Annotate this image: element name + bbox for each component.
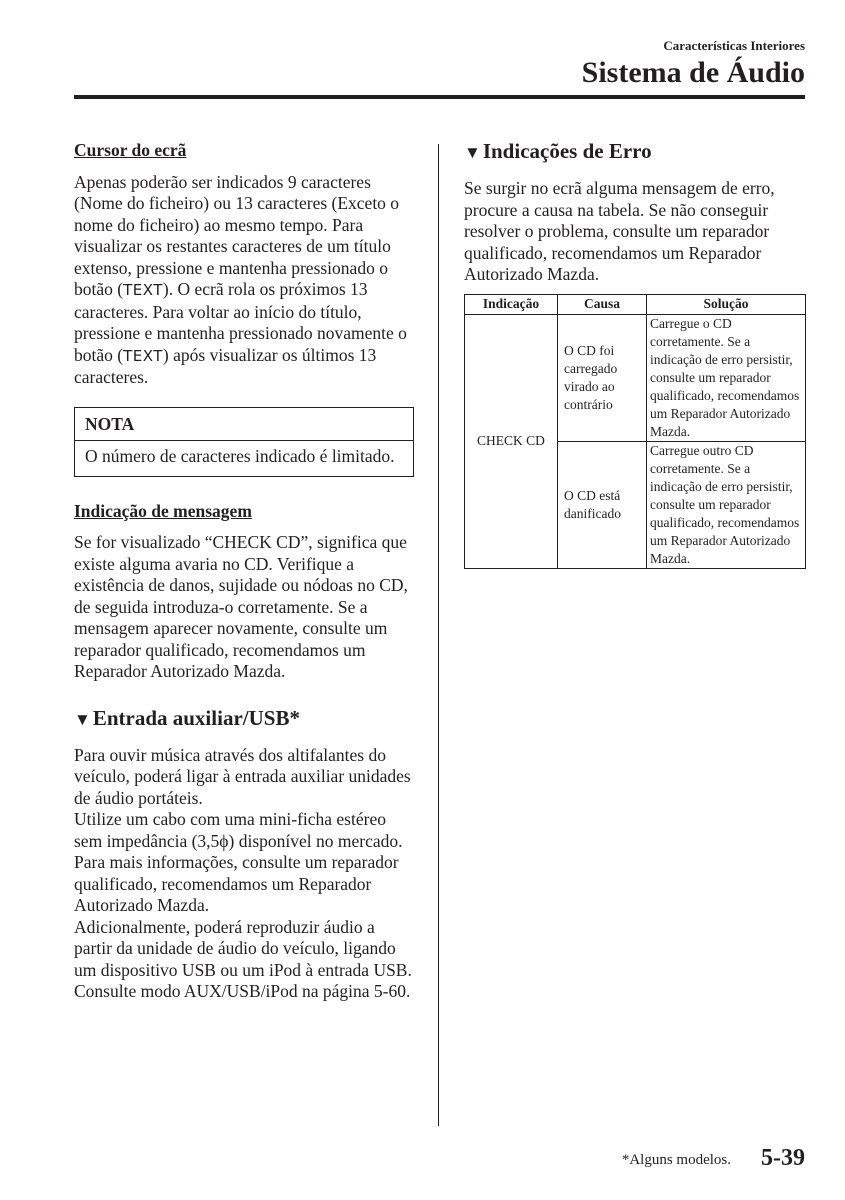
aux-paragraph-2: Utilize um cabo com uma mini-ficha estéreo sem impedância (3,5ϕ) disponível no mercado. bbox=[74, 809, 403, 851]
table-header-row bbox=[465, 294, 806, 314]
column-header-indication: Indicação bbox=[465, 294, 558, 314]
header-section-label: Características Interiores bbox=[663, 38, 805, 53]
triangle-down-icon: ▼ bbox=[74, 709, 91, 729]
cursor-heading: Cursor do ecrã bbox=[74, 140, 187, 160]
note-box bbox=[74, 407, 414, 477]
column-divider bbox=[438, 144, 439, 1126]
footer-note: *Alguns modelos. bbox=[621, 1152, 731, 1168]
text-button-label: TEXT bbox=[123, 281, 163, 299]
cause-cell: O CD está danificado bbox=[558, 441, 647, 568]
note-text: O número de caracteres indicado é limitado. bbox=[85, 446, 395, 466]
cause-cell: O CD foi carregado virado ao contrário bbox=[558, 314, 647, 441]
triangle-down-icon: ▼ bbox=[464, 143, 481, 162]
aux-heading-text: Entrada auxiliar/USB* bbox=[92, 705, 300, 730]
aux-paragraph-3: Para mais informações, consulte um reparador qualificado, recomendamos um Reparador Autorizado Mazda. bbox=[74, 852, 399, 915]
page-title: Sistema de Áudio bbox=[581, 56, 805, 89]
cursor-text-a: Apenas poderão ser indicados 9 caracteres (Nome do ficheiro) ou 13 caracteres (Exceto o nome do ficheiro) ao mesmo tempo. Para visualizar os restantes caracteres de um título extenso, pressione e mantenha pressionado o botão ( bbox=[74, 171, 400, 299]
column-header-solution: Solução bbox=[647, 294, 806, 314]
solution-cell: Carregue outro CD corretamente. Se a indicação de erro persistir, consulte um reparador qualificado, recomendamos um Reparador Autorizado Mazda. bbox=[647, 441, 806, 568]
aux-paragraph-5: Consulte modo AUX/USB/iPod na página 5-60. bbox=[74, 981, 411, 1001]
left-column bbox=[74, 140, 414, 1003]
cursor-paragraph bbox=[74, 172, 414, 389]
indication-cell: CHECK CD bbox=[465, 314, 558, 568]
header-rule bbox=[74, 95, 805, 99]
page-number: 5-39 bbox=[761, 1145, 805, 1171]
cursor-text-b: ). O ecrã rola os próximos 13 caracteres. Para voltar ao início do título, pressione e mantenha pressionado novamente o botão ( bbox=[74, 279, 407, 365]
right-column bbox=[464, 138, 806, 569]
aux-paragraph-4: Adicionalmente, poderá reproduzir áudio a partir da unidade de áudio do veículo, ligando um dispositivo USB ou um iPod à entrada USB. bbox=[74, 916, 412, 980]
error-heading bbox=[464, 138, 806, 166]
text-button-label: TEXT bbox=[123, 346, 163, 365]
error-table bbox=[464, 294, 806, 569]
column-header-cause: Causa bbox=[558, 294, 647, 314]
solution-cell: Carregue o CD corretamente. Se a indicação de erro persistir, consulte um reparador qualificado, recomendamos um Reparador Autorizado Mazda. bbox=[647, 314, 806, 441]
cursor-text-c: ) após visualizar os últimos 13 caracteres. bbox=[74, 344, 377, 387]
message-heading: Indicação de mensagem bbox=[74, 500, 252, 521]
error-intro: Se surgir no ecrã alguma mensagem de erro, procure a causa na tabela. Se não conseguir resolver o problema, consulte um reparador qualificado, recomendamos um Reparador Autorizado Mazda. bbox=[464, 178, 775, 284]
table-row bbox=[465, 314, 806, 441]
aux-heading bbox=[74, 705, 414, 733]
note-title: NOTA bbox=[75, 408, 413, 442]
error-heading-text: Indicações de Erro bbox=[482, 139, 652, 163]
message-paragraph: Se for visualizado “CHECK CD”, significa que existe alguma avaria no CD. Verifique a existência de danos, sujidade ou nódoas no CD, de seguida introduza-o corretamente. Se a mensagem aparecer novamente, consulte um reparador qualificado, recomendamos um Reparador Autorizado Mazda. bbox=[74, 532, 408, 681]
aux-paragraph-1: Para ouvir música através dos altifalantes do veículo, poderá ligar à entrada auxiliar unidades de áudio portáteis. bbox=[74, 744, 411, 808]
